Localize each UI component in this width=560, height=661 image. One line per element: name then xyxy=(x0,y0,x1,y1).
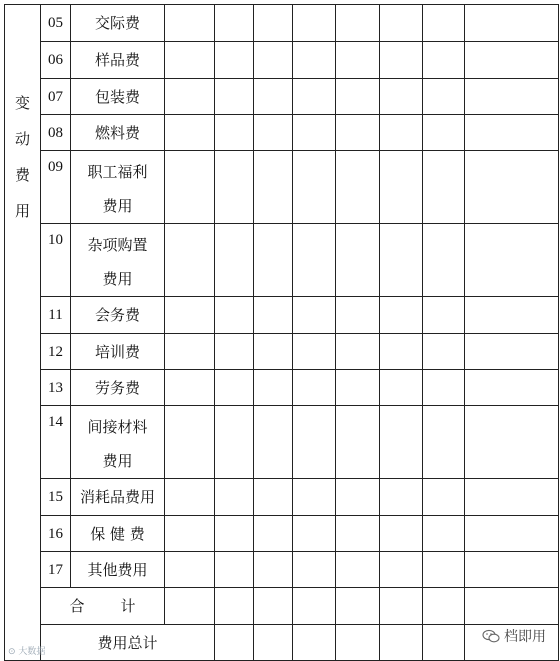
cell[interactable] xyxy=(165,516,215,552)
cell[interactable] xyxy=(465,588,559,625)
table-row xyxy=(5,224,559,297)
cell[interactable] xyxy=(423,79,465,115)
cell[interactable] xyxy=(465,5,559,42)
cell[interactable] xyxy=(423,625,465,661)
cell[interactable] xyxy=(165,5,215,42)
cell[interactable] xyxy=(336,224,380,297)
table-row xyxy=(5,552,559,588)
cell[interactable] xyxy=(293,42,336,79)
cell[interactable] xyxy=(215,588,254,625)
cell[interactable] xyxy=(380,516,423,552)
cell[interactable] xyxy=(423,297,465,334)
variable-cost-group-label: 变 动 费 用 xyxy=(5,5,41,661)
table-row xyxy=(5,406,559,479)
cell[interactable] xyxy=(254,552,293,588)
cell[interactable] xyxy=(380,5,423,42)
cell[interactable] xyxy=(336,115,380,151)
table-row xyxy=(5,334,559,370)
cell[interactable] xyxy=(336,588,380,625)
cell[interactable] xyxy=(380,42,423,79)
subtotal-label: 合 计 xyxy=(41,588,165,625)
row-name: 培训费 xyxy=(71,334,165,370)
cell[interactable] xyxy=(293,334,336,370)
cell[interactable] xyxy=(423,115,465,151)
row-name: 交际费 xyxy=(71,5,165,42)
row-code: 17 xyxy=(41,552,71,588)
table-row xyxy=(5,115,559,151)
cell[interactable] xyxy=(293,406,336,479)
cell[interactable] xyxy=(293,5,336,42)
row-code: 15 xyxy=(41,479,71,516)
row-name: 职工福利 费用 xyxy=(71,151,165,224)
table-row xyxy=(5,79,559,115)
cell[interactable] xyxy=(254,625,293,661)
watermark-left xyxy=(8,644,45,657)
cell[interactable] xyxy=(215,224,254,297)
row-code: 12 xyxy=(41,334,71,370)
row-code: 05 xyxy=(41,5,71,42)
cell[interactable] xyxy=(165,151,215,224)
row-code: 13 xyxy=(41,370,71,406)
cell[interactable] xyxy=(293,224,336,297)
cell[interactable] xyxy=(165,297,215,334)
cell[interactable] xyxy=(465,552,559,588)
cell[interactable] xyxy=(254,5,293,42)
cell[interactable] xyxy=(215,334,254,370)
cell[interactable] xyxy=(380,370,423,406)
cell[interactable] xyxy=(423,334,465,370)
watermark-right-text: 档即用 xyxy=(504,629,546,645)
grand-total-row xyxy=(5,625,559,661)
cell[interactable] xyxy=(254,42,293,79)
cell[interactable] xyxy=(465,151,559,224)
cell[interactable] xyxy=(423,588,465,625)
cell[interactable] xyxy=(380,552,423,588)
watermark-right xyxy=(482,626,546,646)
cell[interactable] xyxy=(215,479,254,516)
cell[interactable] xyxy=(215,516,254,552)
cell[interactable] xyxy=(293,151,336,224)
cell[interactable] xyxy=(380,79,423,115)
cell[interactable] xyxy=(254,479,293,516)
cell[interactable] xyxy=(336,334,380,370)
cell[interactable] xyxy=(165,588,215,625)
cell[interactable] xyxy=(336,552,380,588)
cell[interactable] xyxy=(293,588,336,625)
cell[interactable] xyxy=(336,297,380,334)
cell[interactable] xyxy=(336,151,380,224)
row-name: 燃料费 xyxy=(71,115,165,151)
cell[interactable] xyxy=(215,151,254,224)
cell[interactable] xyxy=(380,479,423,516)
cell[interactable] xyxy=(293,297,336,334)
row-code: 14 xyxy=(41,406,71,479)
table-row xyxy=(5,42,559,79)
cell[interactable] xyxy=(465,224,559,297)
grand-total-label: 费用总计 xyxy=(41,625,215,661)
row-code: 10 xyxy=(41,224,71,297)
cell[interactable] xyxy=(254,79,293,115)
table-row xyxy=(5,370,559,406)
cell[interactable] xyxy=(215,5,254,42)
cell[interactable] xyxy=(380,334,423,370)
cell[interactable] xyxy=(254,516,293,552)
cell[interactable] xyxy=(465,516,559,552)
row-name: 间接材料 费用 xyxy=(71,406,165,479)
cell[interactable] xyxy=(423,42,465,79)
cell[interactable] xyxy=(165,552,215,588)
weibo-icon: ⊙ xyxy=(8,647,16,657)
cell[interactable] xyxy=(465,79,559,115)
cell[interactable] xyxy=(336,516,380,552)
row-name: 劳务费 xyxy=(71,370,165,406)
row-code: 11 xyxy=(41,297,71,334)
cell[interactable] xyxy=(254,115,293,151)
cell[interactable] xyxy=(380,588,423,625)
row-name: 杂项购置 费用 xyxy=(71,224,165,297)
cell[interactable] xyxy=(254,224,293,297)
cell[interactable] xyxy=(215,42,254,79)
cell[interactable] xyxy=(423,552,465,588)
row-name: 消耗品费用 xyxy=(71,479,165,516)
cell[interactable] xyxy=(380,224,423,297)
cell[interactable] xyxy=(423,151,465,224)
cell[interactable] xyxy=(254,406,293,479)
cell[interactable] xyxy=(293,479,336,516)
table-row xyxy=(5,297,559,334)
cell[interactable] xyxy=(380,625,423,661)
watermark-left-text: 大数据 xyxy=(18,647,46,657)
cell[interactable] xyxy=(165,370,215,406)
cell[interactable] xyxy=(336,5,380,42)
row-code: 09 xyxy=(41,151,71,224)
cell[interactable] xyxy=(336,42,380,79)
row-name: 样品费 xyxy=(71,42,165,79)
cell[interactable] xyxy=(293,79,336,115)
cell[interactable] xyxy=(465,370,559,406)
cell[interactable] xyxy=(336,479,380,516)
cell[interactable] xyxy=(423,406,465,479)
cell[interactable] xyxy=(254,588,293,625)
row-code: 08 xyxy=(41,115,71,151)
cell[interactable] xyxy=(215,406,254,479)
table-row xyxy=(5,479,559,516)
cell[interactable] xyxy=(165,42,215,79)
cell[interactable] xyxy=(465,479,559,516)
cell[interactable] xyxy=(215,552,254,588)
cell[interactable] xyxy=(215,625,254,661)
row-name: 会务费 xyxy=(71,297,165,334)
cell[interactable] xyxy=(293,516,336,552)
row-code: 07 xyxy=(41,79,71,115)
cell[interactable] xyxy=(465,42,559,79)
row-name: 包装费 xyxy=(71,79,165,115)
cell[interactable] xyxy=(423,224,465,297)
cell[interactable] xyxy=(215,115,254,151)
cell[interactable] xyxy=(423,5,465,42)
cell[interactable] xyxy=(336,625,380,661)
cell[interactable] xyxy=(380,115,423,151)
cell[interactable] xyxy=(336,79,380,115)
cell[interactable] xyxy=(380,297,423,334)
cell[interactable] xyxy=(254,334,293,370)
table-row xyxy=(5,516,559,552)
row-name: 其他费用 xyxy=(71,552,165,588)
cell[interactable] xyxy=(293,370,336,406)
table-row xyxy=(5,5,559,42)
cell[interactable] xyxy=(423,479,465,516)
cell[interactable] xyxy=(165,79,215,115)
cell[interactable] xyxy=(380,406,423,479)
cell[interactable] xyxy=(293,115,336,151)
cell[interactable] xyxy=(215,79,254,115)
cell[interactable] xyxy=(165,334,215,370)
cell[interactable] xyxy=(423,516,465,552)
cell[interactable] xyxy=(336,370,380,406)
cell[interactable] xyxy=(293,552,336,588)
cell[interactable] xyxy=(465,115,559,151)
row-code: 16 xyxy=(41,516,71,552)
cell[interactable] xyxy=(254,370,293,406)
row-name: 保 健 费 xyxy=(71,516,165,552)
cell[interactable] xyxy=(165,479,215,516)
cell[interactable] xyxy=(293,625,336,661)
cell[interactable] xyxy=(423,370,465,406)
cell[interactable] xyxy=(254,297,293,334)
cell[interactable] xyxy=(465,297,559,334)
cell[interactable] xyxy=(215,297,254,334)
expense-table xyxy=(4,4,559,661)
wechat-icon xyxy=(482,629,500,643)
cell[interactable] xyxy=(465,406,559,479)
table-row xyxy=(5,151,559,224)
cell[interactable] xyxy=(254,151,293,224)
cell[interactable] xyxy=(165,224,215,297)
cell[interactable] xyxy=(465,334,559,370)
subtotal-row xyxy=(5,588,559,625)
cell[interactable] xyxy=(165,406,215,479)
cell[interactable] xyxy=(336,406,380,479)
cell[interactable] xyxy=(215,370,254,406)
row-code: 06 xyxy=(41,42,71,79)
cell[interactable] xyxy=(380,151,423,224)
cell[interactable] xyxy=(165,115,215,151)
